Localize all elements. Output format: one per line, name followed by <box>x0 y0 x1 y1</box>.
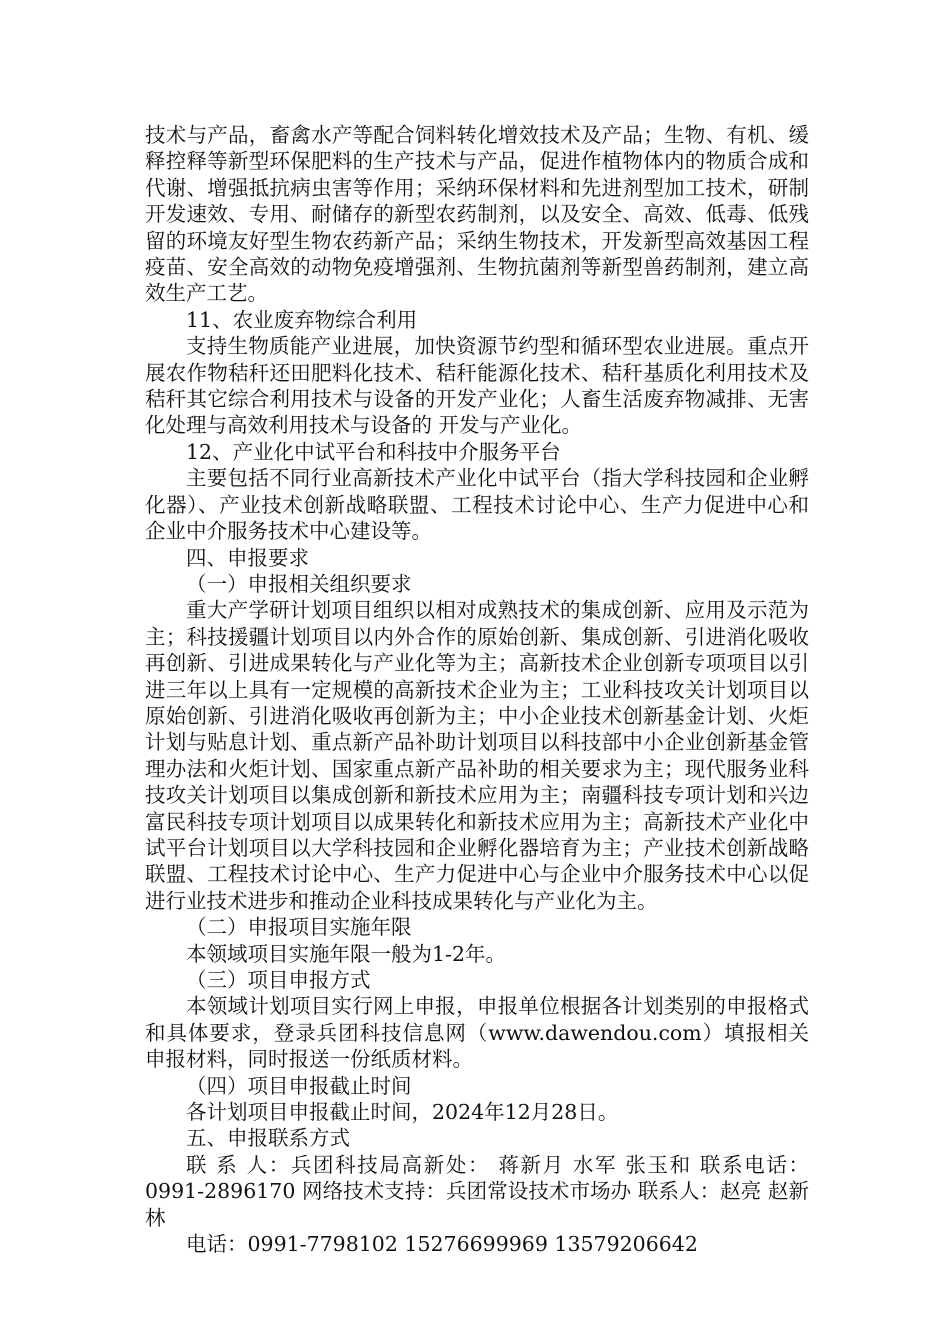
paragraph-organization-requirements: 重大产学研计划项目组织以相对成熟技术的集成创新、应用及示范为主；科技援疆计划项目以内外合作的原始创新、集成创新、引进消化吸收再创新、引进成果转化与产业化等为主；高新技术企业创新专项项目以引进三年以上具有一定规模的高新技术企业为主；工业科技攻关计划项目以原始创新、引进消化吸收再创新为主；中小企业技术创新基金计划、火炬计划与贴息计划、重点新产品补助计划项目以科技部中小企业创新基金管理办法和火炬计划、国家重点新产品补助的相关要求为主；现代服务业科技攻关计划项目以集成创新和新技术应用为主；南疆科技专项计划和兴边富民科技专项计划项目以成果转化和新技术应用为主；高新技术产业化中试平台计划项目以大学科技园和企业孵化器培育为主；产业技术创新战略联盟、工程技术讨论中心、生产力促进中心与企业中介服务技术中心以促进行业技术进步和推动企业科技成果转化与产业化为主。 <box>145 598 809 913</box>
subsection-heading-1: （一）申报相关组织要求 <box>186 571 412 596</box>
subsection-heading-3: （三）项目申报方式 <box>186 968 371 992</box>
paragraph-continued-text: 技术与产品，畜禽水产等配合饲料转化增效技术及产品；生物、有机、缓释控释等新型环保肥料的生产技术与产品，促进作植物体内的物质合成和代谢、增强抵抗病虫害等作用；采纳环保材料和先进剂型加工技术，研制开发速效、专用、耐储存的新型农药制剂，以及安全、高效、低毒、低残留的环境友好型生物农药新产品；采纳生物技术，开发新型高效基因工程疫苗、安全高效的动物免疫增强剂、生物抗菌剂等新型兽药制剂，建立高效生产工艺。 <box>145 123 809 306</box>
section-heading-4: 四、申报要求 <box>186 545 309 570</box>
paragraph-application-method: 本领域计划项目实行网上申报，申报单位根据各计划类别的申报格式和具体要求，登录兵团科技信息网（www.dawendou.com）填报相关申报材料，同时报送一份纸质材料。 <box>145 994 809 1072</box>
paragraph-contact-persons: 联 系 人：兵团科技局高新处： 蒋新月 水军 张玉和 联系电话：0991-2896170 网络技术支持：兵团常设技术市场办 联系人：赵亮 赵新林 <box>145 1152 809 1230</box>
paragraph-12-body: 主要包括不同行业高新技术产业化中试平台（指大学科技园和企业孵化器）、产业技术创新战略联盟、工程技术讨论中心、生产力促进中心和企业中介服务技术中心建设等。 <box>145 466 809 544</box>
paragraph-implementation-period: 本领域项目实施年限一般为1-2年。 <box>186 941 507 966</box>
document-body <box>145 122 809 1257</box>
section-heading-12: 12、产业化中试平台和科技中介服务平台 <box>186 439 561 464</box>
subsection-heading-2: （二）申报项目实施年限 <box>186 915 412 940</box>
paragraph-11-body: 支持生物质能产业进展，加快资源节约型和循环型农业进展。重点开展农作物秸秆还田肥料化技术、秸秆能源化技术、秸秆基质化利用技术及秸秆其它综合利用技术与设备的开发产业化；人畜生活废弃物减排、无害化处理与高效利用技术与设备的 开发与产业化。 <box>145 334 809 438</box>
paragraph-contact-phones: 电话：0991-7798102 15276699969 13579206642 <box>186 1232 698 1257</box>
subsection-heading-4: （四）项目申报截止时间 <box>186 1073 412 1098</box>
paragraph-deadline: 各计划项目申报截止时间，2024年12月28日。 <box>186 1100 619 1125</box>
section-heading-5: 五、申报联系方式 <box>186 1126 350 1151</box>
section-heading-11: 11、农业废弃物综合利用 <box>186 307 418 332</box>
